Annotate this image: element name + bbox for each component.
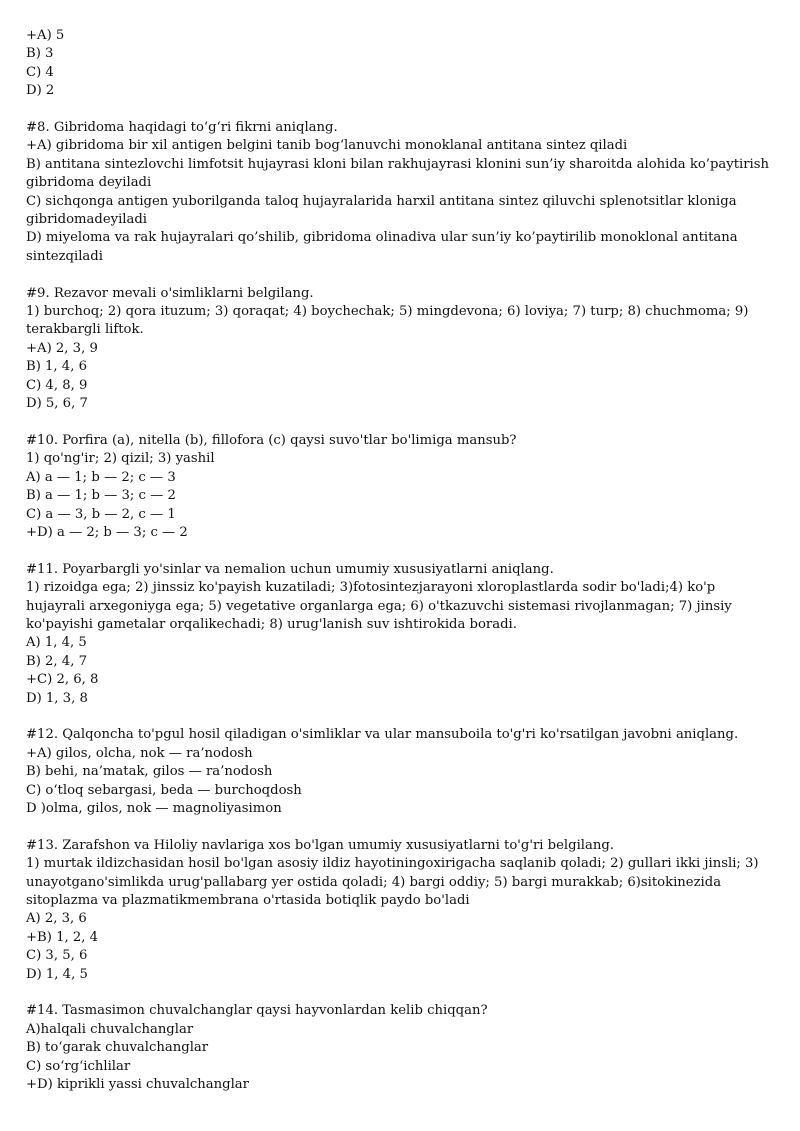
answer-option: A)halqali chuvalchanglar: [26, 1021, 194, 1037]
answer-option: B) 2, 4, 7: [26, 653, 87, 669]
question-title: #11. Poyarbargli yo'sinlar va nemalion uchun umumiy xususiyatlarni aniqlang.: [26, 561, 554, 577]
question-title: #12. Qalqoncha to'pgul hosil qiladigan o'simliklar va ular mansuboila to'g'ri ko'rsatilgan javobni aniqlang.: [26, 727, 739, 743]
answer-option: C) 3, 5, 6: [26, 948, 88, 964]
answer-option: +A) gibridoma bir xil antigen belgini tanib bog‘lanuvchi monoklanal antitana sintez qiladi: [26, 138, 628, 154]
question-statement: 1) qo'ng'ir; 2) qizil; 3) yashil: [26, 451, 215, 467]
spacer: [26, 266, 778, 284]
question-title: #9. Rezavor mevali o'simliklarni belgilang.: [26, 285, 314, 301]
question-title: #13. Zarafshon va Hiloliy navlariga xos bo'lgan umumiy xususiyatlarni to'g'ri belgilang.: [26, 837, 614, 853]
answer-option: D) 5, 6, 7: [26, 396, 88, 412]
answer-option: +A) 5: [26, 28, 65, 43]
spacer: [26, 542, 778, 560]
answer-option: D) 1, 3, 8: [26, 690, 88, 706]
spacer: [26, 414, 778, 432]
answer-option: +D) kiprikli yassi chuvalchanglar: [26, 1077, 249, 1093]
spacer: [26, 101, 778, 119]
answer-option: B) behi, na’matak, gilos — ra’nodosh: [26, 764, 273, 780]
question-13: [26, 837, 778, 984]
question-10: [26, 432, 778, 542]
answer-option: C) 4, 8, 9: [26, 377, 88, 393]
question-statement: 1) burchoq; 2) qora ituzum; 3) qoraqat; 4) boychechak; 5) mingdevona; 6) loviya; 7) turp; 8) chuchmoma; 9) terakbargli liftok.: [26, 304, 749, 338]
answer-option: B) 1, 4, 6: [26, 359, 87, 375]
answer-option: A) a — 1; b — 2; c — 3: [26, 469, 176, 485]
answer-option: +C) 2, 6, 8: [26, 672, 99, 688]
answer-option: C) so‘rg‘ichlilar: [26, 1058, 131, 1074]
answer-option: +B) 1, 2, 4: [26, 929, 99, 945]
question-statement: 1) rizoidga ega; 2) jinssiz ko'payish kuzatiladi; 3)fotosintezjarayoni xloroplastlarda sodir bo'ladi;4) ko'p hujayrali arxegoniyga ega; 5) vegetative organlarga ega; 6) o'tkazuvchi sistemasi rivojlanmagan; 7) jinsiy ko'payishi gametalar orqalikechadi; 8) urug'lanish suv ishtirokida boradi.: [26, 580, 732, 632]
answer-option: +A) gilos, olcha, nok — ra’nodosh: [26, 745, 253, 761]
answer-option: D )olma, gilos, nok — magnoliyasimon: [26, 800, 282, 816]
answer-option: A) 2, 3, 6: [26, 911, 87, 927]
answer-option: B) a — 1; b — 3; c — 2: [26, 488, 176, 504]
question-11: [26, 561, 778, 708]
question-8: [26, 119, 778, 266]
question-title: #10. Porfira (a), nitella (b), fillofora (c) qaysi suvo'tlar bo'limiga mansub?: [26, 432, 517, 448]
answer-option: B) 3: [26, 46, 54, 62]
spacer: [26, 818, 778, 836]
answer-option: +A) 2, 3, 9: [26, 340, 98, 356]
answer-option: C) o‘tloq sebargasi, beda — burchoqdosh: [26, 782, 302, 798]
answer-option: B) to‘garak chuvalchanglar: [26, 1040, 209, 1056]
document-page: [26, 27, 778, 1094]
answer-option: D) miyeloma va rak hujayralari qo’shilib, gibridoma olinadiva ular sun’iy ko’paytirilib monoklonal antitana sintezqiladi: [26, 230, 738, 264]
question-statement: 1) murtak ildizchasidan hosil bo'lgan asosiy ildiz hayotiningoxirigacha saqlanib qoladi; 2) gullari ikki jinsli; 3) unayotgano'simlikda urug'pallabarg yer ostida qoladi; 4) bargi oddiy; 5) bargi murakkab; 6)sitokinezida sitoplazma va plazmatikmembrana o'rtasida botiqlik paydo bo'ladi: [26, 856, 759, 908]
question-title: #14. Tasmasimon chuvalchanglar qaysi hayvonlardan kelib chiqqan?: [26, 1003, 488, 1019]
spacer: [26, 984, 778, 1002]
answer-option: C) 4: [26, 64, 54, 80]
answer-option: D) 2: [26, 83, 55, 99]
answer-option: C) a — 3, b — 2, c — 1: [26, 506, 176, 522]
answer-option: +D) a — 2; b — 3; c — 2: [26, 524, 188, 540]
question-7-tail: [26, 27, 778, 101]
question-title: #8. Gibridoma haqidagi to‘g‘ri fikrni aniqlang.: [26, 120, 338, 136]
answer-option: B) antitana sintezlovchi limfotsit hujayrasi kloni bilan rakhujayrasi klonini sun’iy sharoitda alohida ko’paytirish gibridoma deyiladi: [26, 156, 770, 191]
answer-option: C) sichqonga antigen yuborilganda taloq hujayralarida harxil antitana sintez qiluvchi splenotsitlar kloniga gibridomadeyiladi: [26, 193, 737, 228]
question-9: [26, 285, 778, 414]
answer-option: D) 1, 4, 5: [26, 966, 88, 982]
question-12: [26, 726, 778, 818]
answer-option: A) 1, 4, 5: [26, 635, 87, 651]
spacer: [26, 708, 778, 726]
question-14: [26, 1002, 778, 1094]
